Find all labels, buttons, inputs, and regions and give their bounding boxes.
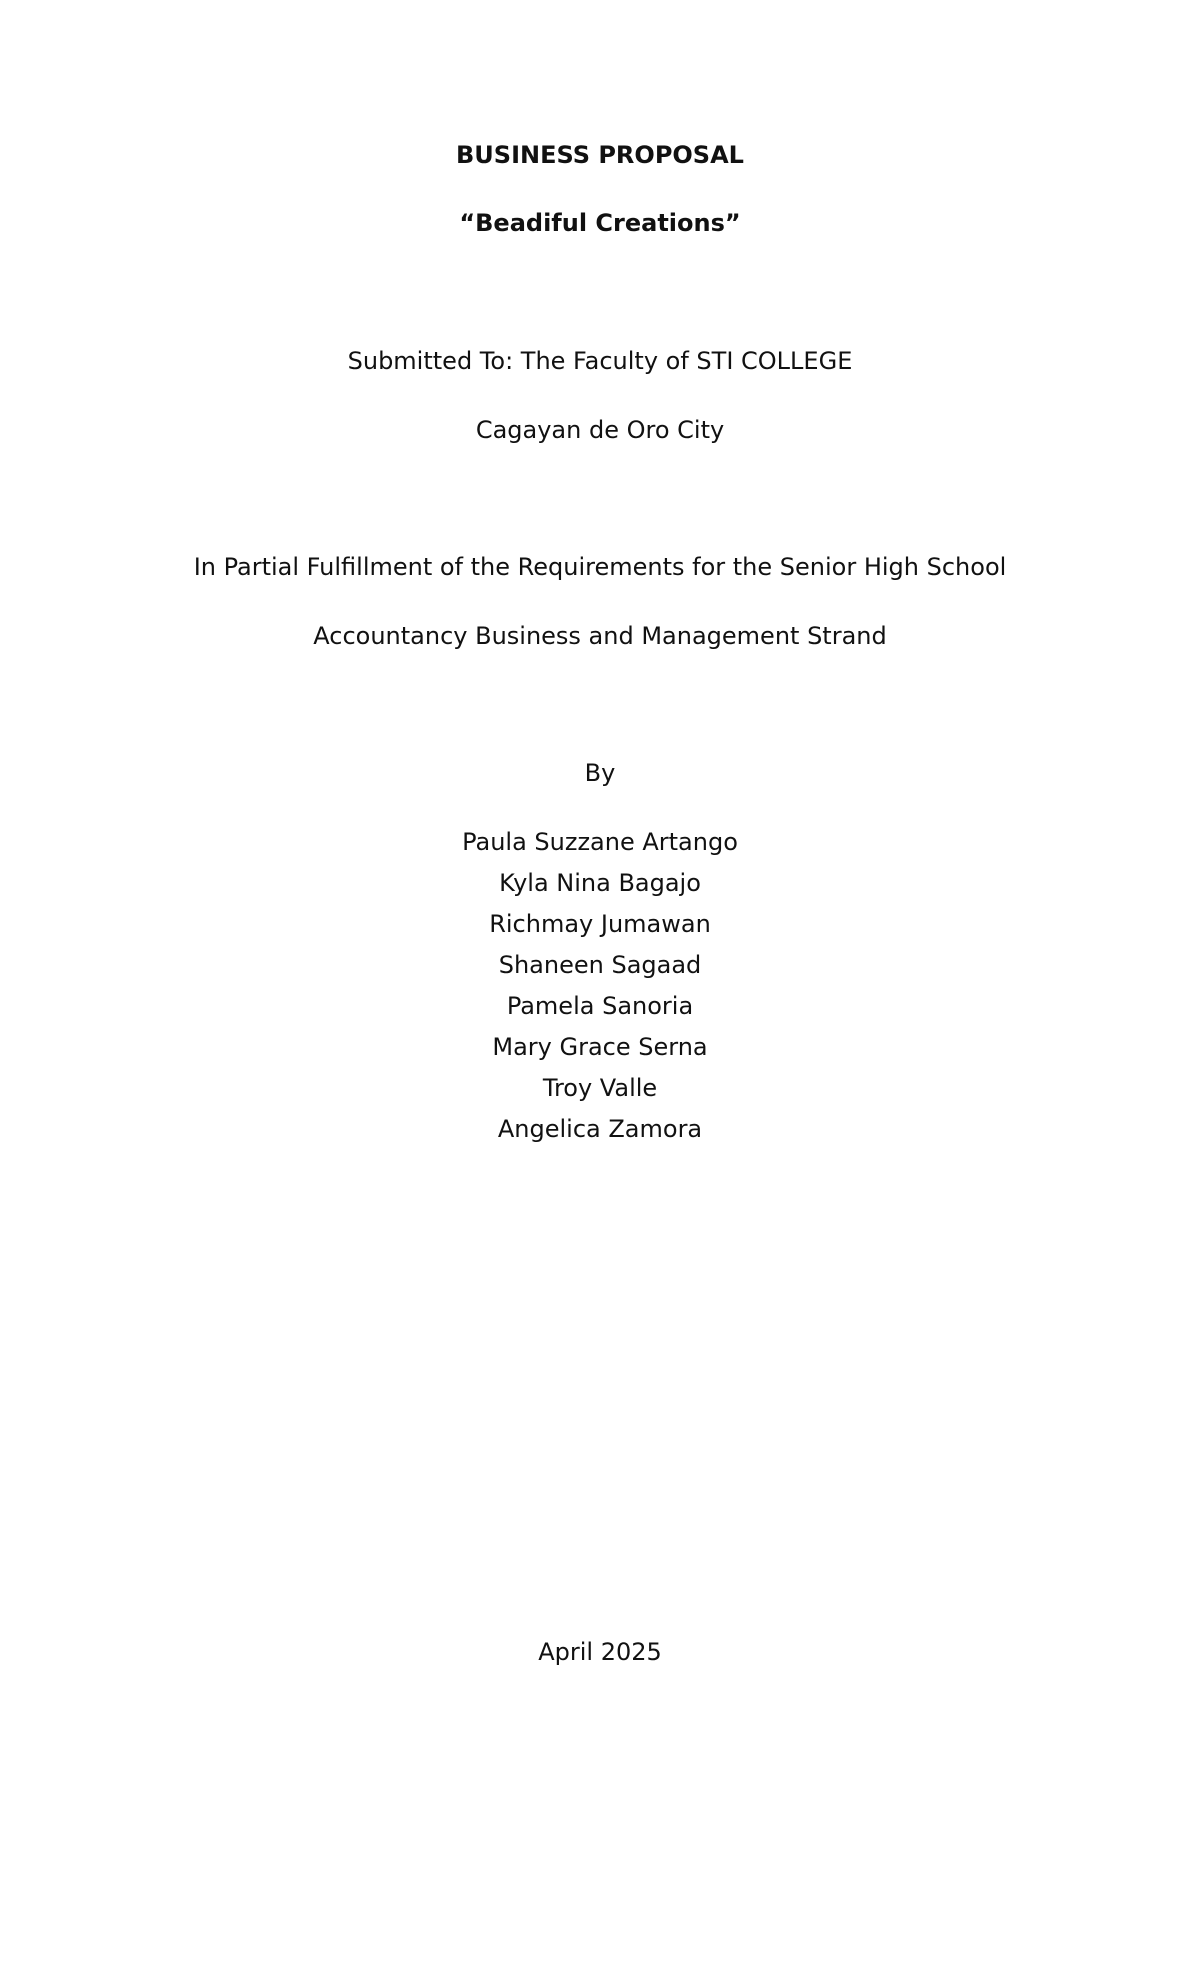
- author-name: Kyla Nina Bagajo: [499, 869, 701, 897]
- by-label: By: [584, 759, 616, 787]
- document-title: BUSINESS PROPOSAL: [456, 141, 744, 169]
- purpose-line-2: Accountancy Business and Management Strand: [313, 622, 887, 650]
- author-name: Mary Grace Serna: [492, 1033, 708, 1061]
- document-date: April 2025: [538, 1638, 662, 1666]
- author-name: Angelica Zamora: [497, 1115, 703, 1143]
- author-name: Pamela Sanoria: [506, 992, 694, 1020]
- author-name: Troy Valle: [542, 1074, 658, 1102]
- submitted-to: Submitted To: The Faculty of STI COLLEGE: [347, 347, 853, 375]
- author-name: Richmay Jumawan: [489, 910, 711, 938]
- author-name: Shaneen Sagaad: [498, 951, 702, 979]
- author-name: Paula Suzzane Artango: [462, 828, 738, 856]
- submission-location: Cagayan de Oro City: [475, 416, 725, 444]
- document-subtitle: “Beadiful Creations”: [459, 209, 741, 237]
- purpose-line-1: In Partial Fulfillment of the Requirements for the Senior High School: [193, 553, 1007, 581]
